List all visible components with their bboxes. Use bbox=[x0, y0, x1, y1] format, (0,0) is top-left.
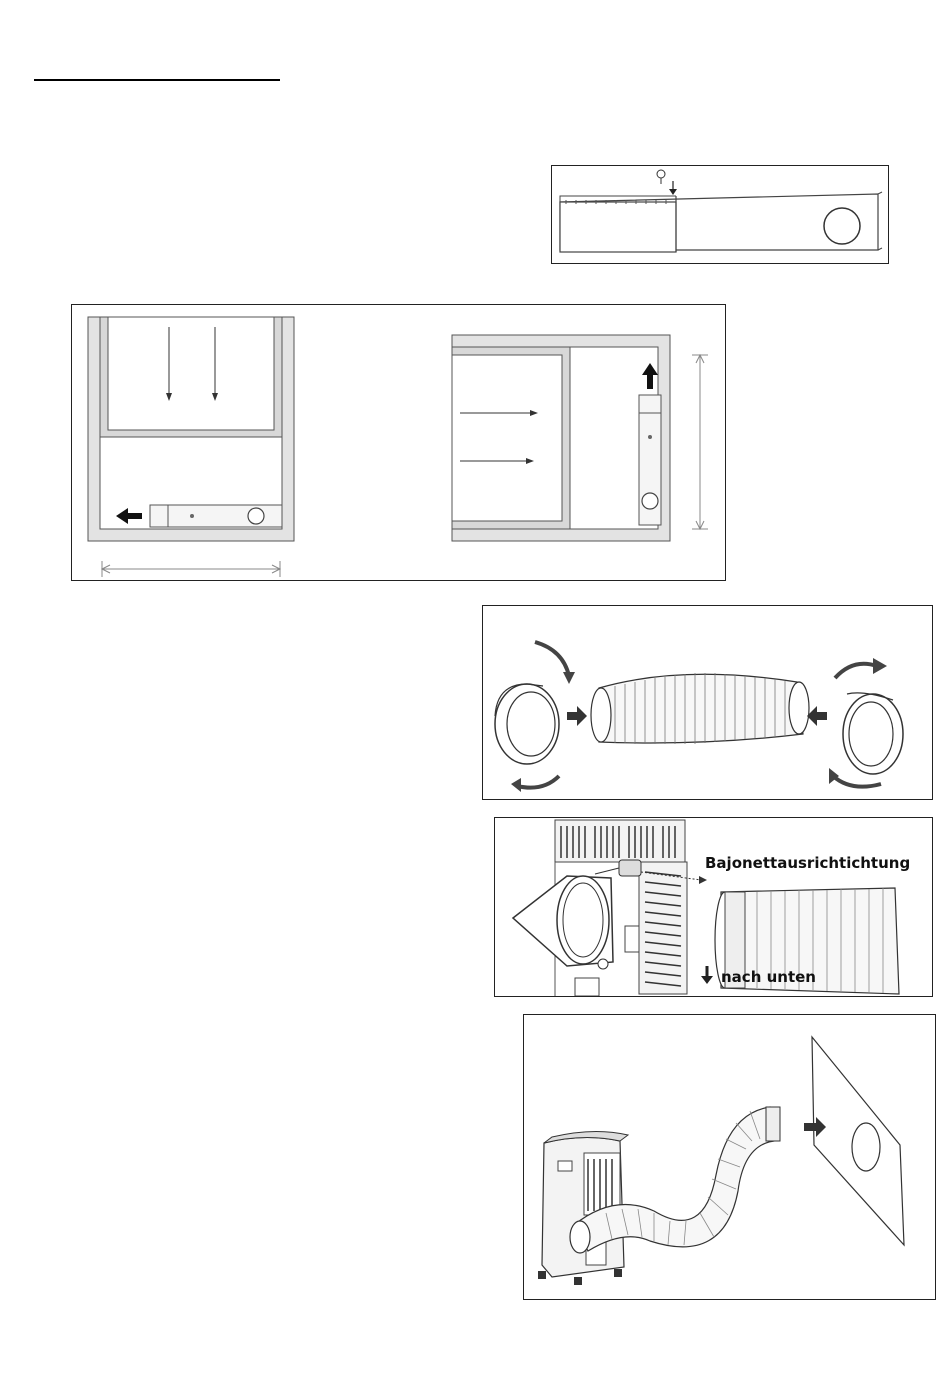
unit-adapter-ring bbox=[829, 658, 903, 787]
exhaust-hose bbox=[591, 673, 809, 744]
vertical-window bbox=[88, 317, 294, 577]
heading-underline bbox=[34, 79, 280, 81]
figure-hose-connection bbox=[494, 817, 933, 997]
bayonet-alignment-label: Bajonettausrichtichtung bbox=[705, 854, 911, 872]
horizontal-window bbox=[452, 335, 708, 541]
window-adapter-ring bbox=[495, 642, 575, 792]
screw-icon bbox=[657, 170, 665, 184]
down-direction-label: nach unten bbox=[721, 968, 816, 986]
unit-exhaust-adapter bbox=[513, 876, 613, 969]
figure-window-slider-kit bbox=[551, 165, 889, 264]
window-panel bbox=[812, 1037, 904, 1245]
figure-window-installation bbox=[71, 304, 726, 581]
figure-unit-hose-window bbox=[523, 1014, 936, 1300]
figure-hose-adapters bbox=[482, 605, 933, 800]
